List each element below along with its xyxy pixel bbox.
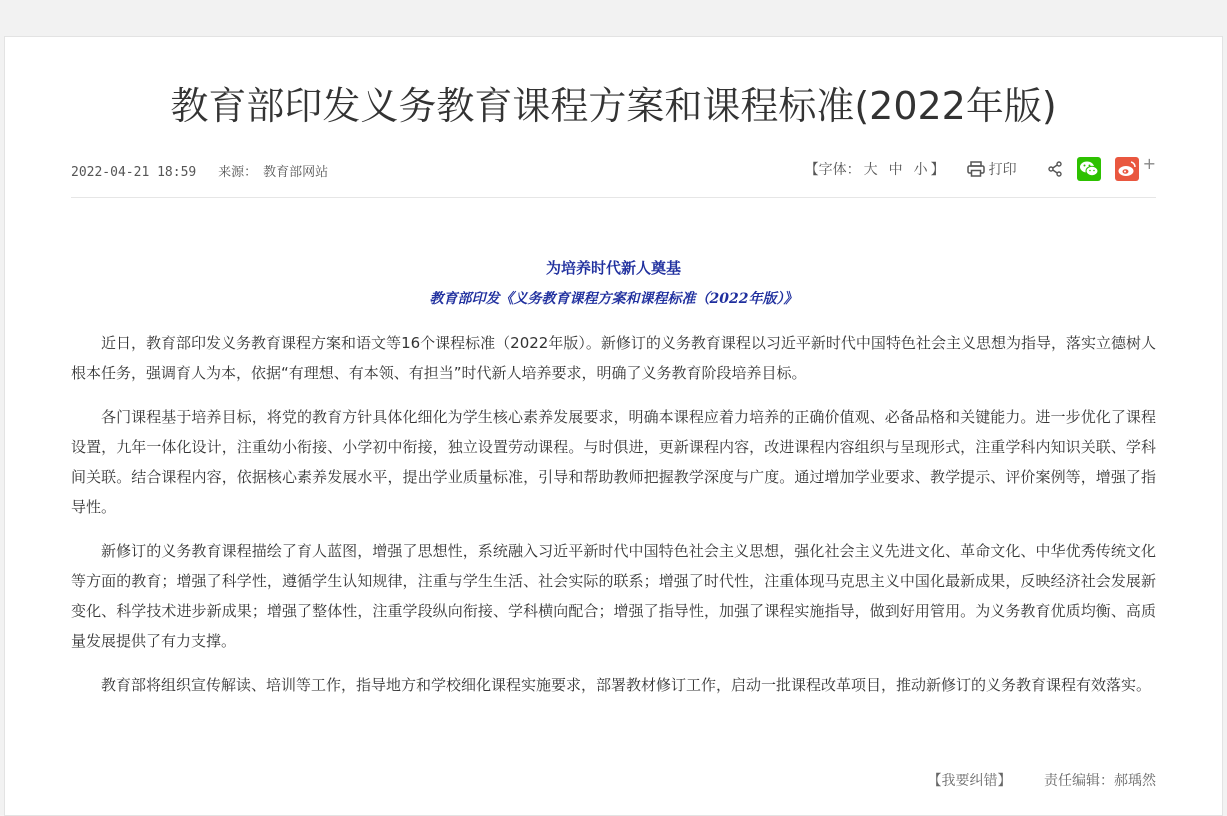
article-subtitle-2: 教育部印发《义务教育课程方案和课程标准（2022年版）》 (429, 291, 798, 307)
font-size-label-close: 】 (930, 162, 945, 178)
paragraph: 教育部将组织宣传解读、培训等工作，指导地方和学校细化课程实施要求，部署教材修订工作，启动一批课程改革项目，推动新修订的义务教育课程有效落实。 (101, 676, 1152, 694)
weibo-icon[interactable] (1115, 157, 1139, 181)
paragraph: 新修订的义务教育课程描绘了育人蓝图，增强了思想性，系统融入习近平新时代中国特色社会主义思想，强化社会主义先进文化、革命文化、中华优秀传统文化等方面的教育；增强了科学性，遵循学生认知规律，注重与学生生活、社会实际的联系；增强了时代性，注重体现马克思主义中国化最新成果，反映经济社会发展新变化、科学技术进步新成果；增强了整体性，注重学段纵向衔接、学科横向配合；增强了指导性，加强了课程实施指导，做到好用管用。为义务教育优质均衡、高质量发展提供了有力支撑。 (71, 542, 1156, 650)
font-size-label-open: 【字体： (804, 162, 861, 178)
font-large-button[interactable]: 大 (863, 162, 878, 178)
article-body (71, 328, 1156, 714)
responsible-editor: 责任编辑：郝瑀然 (1044, 773, 1156, 789)
printer-icon (967, 161, 985, 177)
source-value: 教育部网站 (263, 165, 329, 180)
print-label: 打印 (988, 162, 1017, 178)
font-small-button[interactable]: 小 (913, 162, 928, 178)
publish-datetime: 2022-04-21 18:59 (71, 165, 197, 180)
article-footer (928, 770, 1156, 790)
font-size-control (805, 159, 945, 179)
article-subtitle: 为培养时代新人奠基 (545, 259, 681, 277)
source-label: 来源： (218, 165, 258, 180)
page-title: 教育部印发义务教育课程方案和课程标准(2022年版) (170, 84, 1057, 128)
print-button[interactable] (967, 159, 1017, 179)
wechat-icon[interactable] (1077, 157, 1101, 181)
more-share-button[interactable]: + (1142, 153, 1156, 173)
article-tools (804, 153, 1156, 181)
font-medium-button[interactable]: 中 (888, 162, 903, 178)
article-card (4, 36, 1223, 816)
paragraph: 近日，教育部印发义务教育课程方案和语文等16个课程标准（2022年版）。新修订的义务教育课程以习近平新时代中国特色社会主义思想为指导，落实立德树人根本任务，强调育人为本，依据“有理想、有本领、有担当”时代新人培养要求，明确了义务教育阶段培养目标。 (71, 334, 1156, 382)
share-icon[interactable] (1047, 161, 1063, 177)
report-error-link[interactable]: 【我要纠错】 (927, 773, 1012, 789)
article-meta (71, 161, 328, 180)
header-divider (71, 197, 1156, 198)
paragraph: 各门课程基于培养目标，将党的教育方针具体化细化为学生核心素养发展要求，明确本课程应着力培养的正确价值观、必备品格和关键能力。进一步优化了课程设置，九年一体化设计，注重幼小衔接、小学初中衔接，独立设置劳动课程。与时俱进，更新课程内容，改进课程内容组织与呈现形式，注重学科内知识关联、学科间关联。结合课程内容，依据核心素养发展水平，提出学业质量标准，引导和帮助教师把握教学深度与广度。通过增加学业要求、教学提示、评价案例等，增强了指导性。 (71, 408, 1156, 516)
